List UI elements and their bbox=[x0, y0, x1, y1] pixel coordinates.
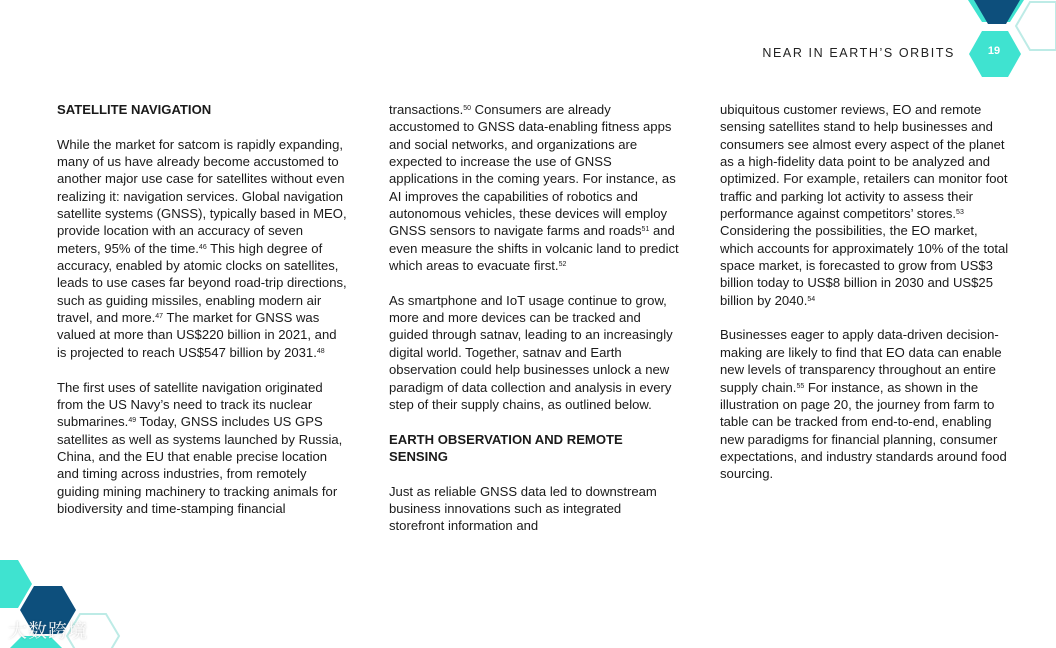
body-paragraph bbox=[720, 101, 1010, 309]
text-column-3 bbox=[720, 101, 1010, 483]
footnote-reference: 51 bbox=[641, 226, 650, 234]
page-number: 19 bbox=[987, 45, 1001, 57]
paragraph-text: As smartphone and IoT usage continue to grow, more and more devices can be tracked and guided through satnav, leading to an increasingly digital world. Together, satnav and Earth observation could help businesses unlock a new paradigm of data collection and analysis in every step of their supply chains, as outlined below. bbox=[389, 292, 673, 412]
footnote-reference: 52 bbox=[558, 261, 567, 269]
footnote-reference: 55 bbox=[796, 382, 805, 390]
text-column-2 bbox=[389, 101, 679, 535]
footnote-reference: 50 bbox=[463, 105, 472, 113]
text-column-1 bbox=[57, 101, 347, 517]
paragraph-text: and even measure the shifts in volcanic land to predict which areas to evacuate first. bbox=[389, 223, 679, 274]
paragraph-text: Just as reliable GNSS data led to downstream business innovations such as integrated storefront information and bbox=[389, 483, 657, 534]
footnote-reference: 46 bbox=[198, 243, 207, 251]
body-paragraph bbox=[57, 136, 347, 361]
body-paragraph bbox=[389, 483, 679, 535]
footnote-reference: 47 bbox=[155, 313, 164, 321]
paragraph-text: Consumers are already accustomed to GNSS data-enabling fitness apps and social networks, and organizations are expected to increase the use of GNSS applications in the coming years. For instance, as AI improves the capabilities of robotics and autonomous vehicles, these devices will employ GNSS sensors to navigate farms and roads bbox=[389, 102, 676, 239]
body-paragraph bbox=[389, 292, 679, 413]
footnote-reference: 53 bbox=[956, 209, 964, 217]
footnote-reference: 54 bbox=[807, 295, 816, 303]
footnote-reference: 48 bbox=[316, 347, 325, 355]
body-paragraph bbox=[389, 101, 679, 274]
paragraph-text: The first uses of satellite navigation originated from the US Navy’s need to track its nuclear submarines. bbox=[57, 379, 323, 430]
paragraph-text: The market for GNSS was valued at more than US$220 billion in 2021, and is projected to reach US$547 billion by 2031. bbox=[57, 310, 337, 360]
footnote-reference: 49 bbox=[128, 417, 137, 425]
section-title: NEAR IN EARTH’S ORBITS bbox=[762, 46, 955, 60]
section-heading: SATELLITE NAVIGATION bbox=[57, 102, 212, 117]
body-paragraph bbox=[57, 379, 347, 518]
section-heading: EARTH OBSERVATION AND REMOTE SENSING bbox=[389, 431, 623, 464]
watermark-logo: 大数跨境 bbox=[8, 621, 89, 642]
paragraph-text: Today, GNSS includes US GPS satellites as well as systems launched by Russia, China, and the EU that enable precise location and timing across industries, from remotely guiding mining machinery to tracking animals for biodiversity and time-stamping financial bbox=[57, 414, 343, 516]
paragraph-text: This high degree of accuracy, enabled by atomic clocks on satellites, leads to use cases far beyond road-trip directions, such as guiding missiles, enabling modern air travel, and more. bbox=[57, 240, 347, 326]
paragraph-text: Businesses eager to apply data-driven decision-making are likely to find that EO data can enable new levels of transparency throughout an entire supply chain. bbox=[720, 327, 1002, 395]
body-paragraph bbox=[720, 326, 1010, 482]
paragraph-text: Considering the possibilities, the EO market, which accounts for approximately 10% of the total space market, is forecasted to grow from US$3 billion today to US$8 billion in 2030 and US$25 billion by 2040. bbox=[720, 223, 1009, 308]
paragraph-text: For instance, as shown in the illustration on page 20, the journey from farm to table can be tracked from end-to-end, enabling new paradigms for financial planning, consumer expectations, and industry standards around food sourcing. bbox=[720, 379, 1007, 482]
paragraph-text: While the market for satcom is rapidly expanding, many of us have already become accustomed to another major use case for satellites without even realizing it: navigation services. Global navigation satellite systems (GNSS), typically based in MEO, provide location with an accuracy of seven meters, 95% of the time. bbox=[57, 136, 347, 256]
paragraph-text: transactions. bbox=[389, 102, 464, 117]
paragraph-text: ubiquitous customer reviews, EO and remote sensing satellites stand to help businesses and consumers see almost every aspect of the planet as a high-fidelity data point to be analyzed and optimized. For example, retailers can monitor foot traffic and parking lot activity to assess their performance against competitors’ stores. bbox=[720, 102, 1008, 222]
outline-hexagon-top-right bbox=[1016, 2, 1056, 50]
